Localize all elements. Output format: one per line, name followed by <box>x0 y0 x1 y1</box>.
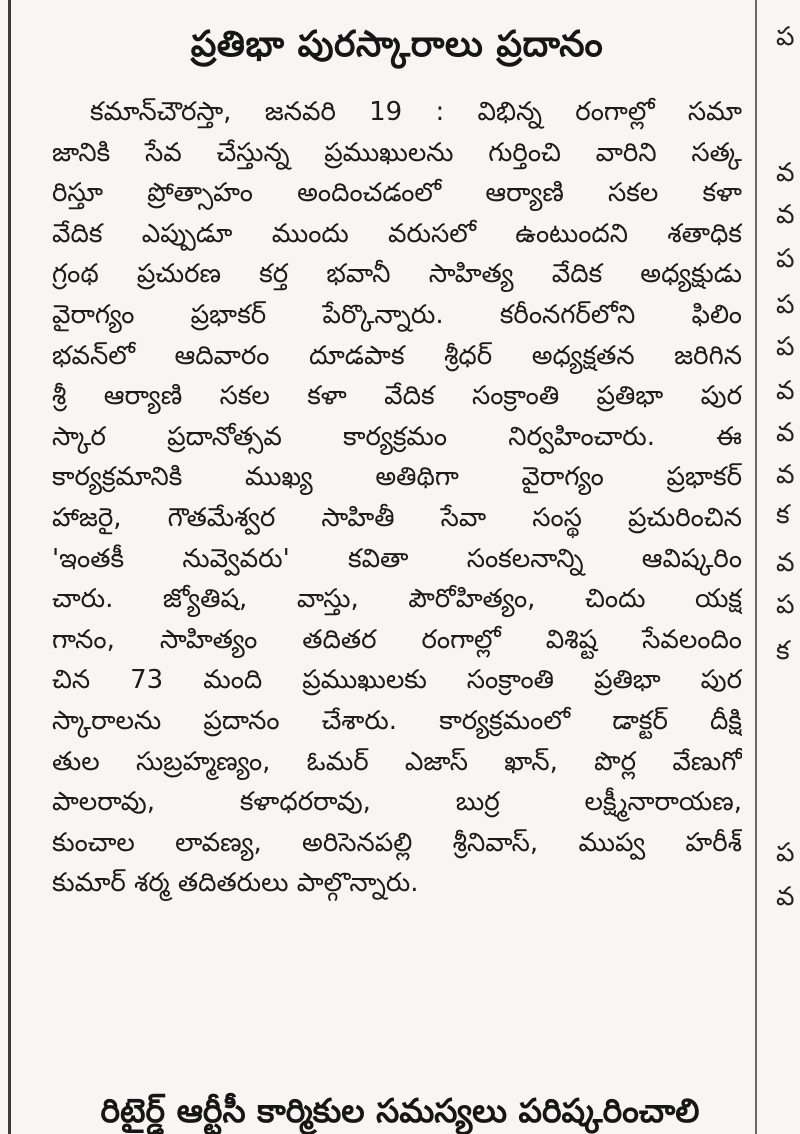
adjacent-column-glyph: వ <box>776 548 795 578</box>
adjacent-column-glyph: క <box>776 500 790 530</box>
article-body-line: రిస్తూ ప్రోత్సాహం అందించడంలో ఆర్యాణి సకల కళా <box>52 178 742 209</box>
article-body <box>52 92 742 904</box>
article-body-line: శ్రీ ఆర్యాణి సకల కళా వేదిక సంక్రాంతి ప్రతిభా పుర <box>52 381 742 412</box>
adjacent-column-glyph: ప <box>776 332 795 362</box>
adjacent-column-fragment <box>764 0 800 1134</box>
next-article-headline: రిటైర్డ్ ఆర్టీసీ కార్మికుల సమస్యలు పరిష్కరించాలి <box>100 1091 700 1130</box>
adjacent-column-glyph: వ <box>776 158 795 188</box>
column-divider <box>755 0 757 1134</box>
left-column-rule <box>8 0 11 1134</box>
article-body-line: గ్రంథ ప్రచురణ కర్త భవానీ సాహిత్య వేదిక అధ్యక్షుడు <box>52 259 742 290</box>
article-body-line: చిన 73 మంది ప్రముఖులకు సంక్రాంతి ప్రతిభా పుర <box>52 665 742 696</box>
adjacent-column-glyph: వ <box>776 882 795 912</box>
adjacent-column-glyph: ప <box>776 244 795 274</box>
adjacent-column-glyph: వ <box>776 460 795 490</box>
article-body-line: జానికి సేవ చేస్తున్న ప్రముఖులను గుర్తించి వారిని సత్క <box>52 137 742 168</box>
adjacent-column-glyph: ప <box>776 22 795 52</box>
article <box>52 14 742 904</box>
article-body-line: చారు. జ్యోతిష, వాస్తు, పౌరోహిత్యం, చిందు యక్ష <box>52 584 742 615</box>
article-body-line: కార్యక్రమానికి ముఖ్య అతిథిగా వైరాగ్యం ప్రభాకర్ <box>52 462 742 493</box>
article-headline: ప్రతిభా పురస్కారాలు ప్రదానం <box>190 24 604 65</box>
article-body-line: కుంచాల లావణ్య, అరిసెనపల్లి శ్రీనివాస్, ముప్వ హరీశ్ <box>52 827 742 858</box>
adjacent-column-glyph: వ <box>776 376 795 406</box>
adjacent-column-glyph: వ <box>776 418 795 448</box>
adjacent-column-glyph: ప <box>776 838 795 868</box>
article-body-line: భవన్‌లో ఆదివారం దూడపాక శ్రీధర్ అధ్యక్షతన జరిగిన <box>52 340 742 371</box>
adjacent-column-glyph: ప <box>776 590 795 620</box>
adjacent-column-glyph: క <box>776 636 790 666</box>
adjacent-column-glyph: వ <box>776 200 795 230</box>
article-body-line: స్కారాలను ప్రదానం చేశారు. కార్యక్రమంలో డాక్టర్ దీక్షి <box>52 705 742 736</box>
article-body-line: వేదిక ఎప్పుడూ ముందు వరుసలో ఉంటుందని శతాధిక <box>52 218 742 249</box>
article-body-line: తుల సుబ్రహ్మణ్యం, ఓమర్ ఎజాస్ ఖాన్, పొర్ల వేణుగో <box>52 746 742 777</box>
article-body-line: కుమార్ శర్మ తదితరులు పాల్గొన్నారు. <box>52 868 419 899</box>
article-body-line: గానం, సాహిత్యం తదితర రంగాల్లో విశిష్ట సేవలందిం <box>52 624 742 655</box>
article-body-line: పాలరావు, కళాధరరావు, బుర్ర లక్ష్మీనారాయణ, <box>52 787 742 818</box>
article-body-line: కమాన్‌చౌరస్తా, జనవరి 19 : విభిన్న రంగాల్లో సమా <box>90 97 742 127</box>
article-body-line: స్కార ప్రదానోత్సవ కార్యక్రమం నిర్వహించారు. ఈ <box>52 421 742 452</box>
adjacent-column-glyph: ప <box>776 290 795 320</box>
article-body-line: హాజరై, గౌతమేశ్వర సాహితీ సేవా సంస్థ ప్రచురించిన <box>52 502 742 533</box>
article-body-line: వైరాగ్యం ప్రభాకర్ పేర్కొన్నారు. కరీంనగర్‌లోని ఫిలిం <box>52 299 742 330</box>
article-body-line: 'ఇంతకీ నువ్వెవరు' కవితా సంకలనాన్ని ఆవిష్కరిం <box>52 543 742 574</box>
